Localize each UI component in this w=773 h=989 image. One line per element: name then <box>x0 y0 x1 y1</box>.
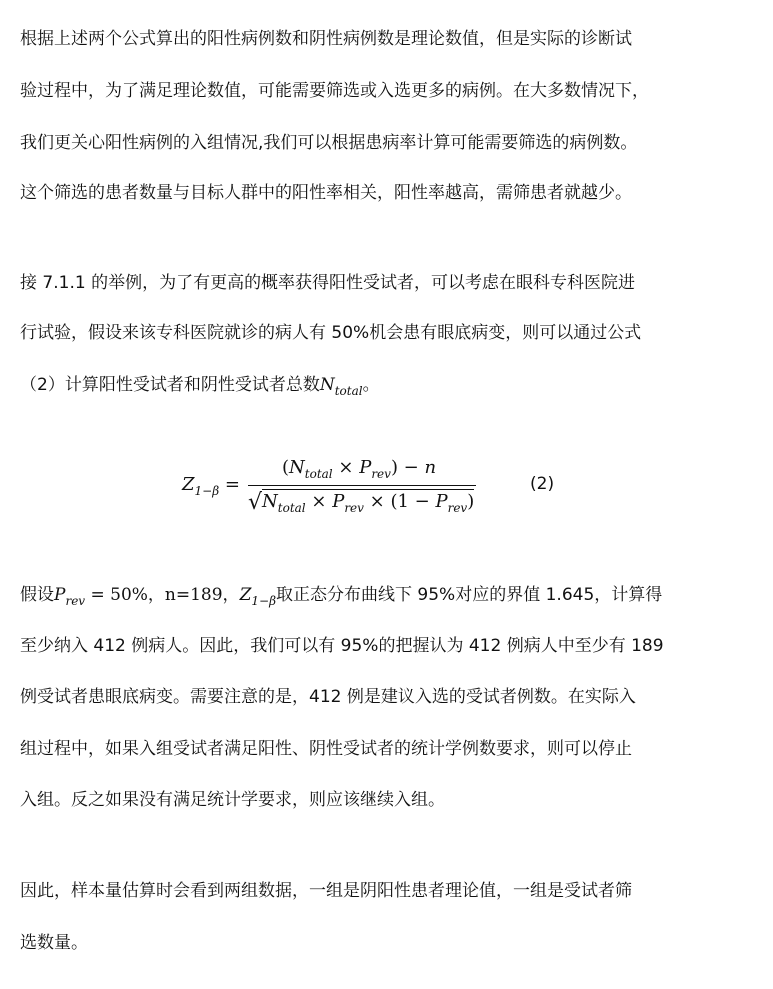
paragraph-3-line-3: 例受试者患眼底病变。需要注意的是，412 例是建议入选的受试者例数。在实际入 <box>20 687 636 707</box>
formula-denominator: $√N_{total} \times P_{rev} \times (1 - P_{rev})$ <box>248 490 475 515</box>
n-total-variable: N <box>319 375 335 395</box>
z-variable: Z <box>239 585 252 605</box>
paragraph-2-line-2: 行试验，假设来该专科医院就诊的病人有 50%机会患有眼底病变，则可以通过公式 <box>20 323 642 343</box>
formula-2 <box>182 455 582 525</box>
paragraph-1-line-2: 验过程中，为了满足理论数值，可能需要筛选或入选更多的病例。在大多数情况下， <box>20 81 649 101</box>
fraction-bar <box>248 485 476 486</box>
paragraph-2-line-3 <box>20 374 380 402</box>
p3-l1-mid: = 50%，n=189， <box>85 585 240 605</box>
paragraph-2-line-3-end: 。 <box>362 375 380 395</box>
p3-l1-pre: 假设 <box>20 585 54 605</box>
paragraph-4-line-2: 选数量。 <box>20 933 88 953</box>
equation-number: (2) <box>530 474 555 494</box>
paragraph-3-line-4: 组过程中，如果入组受试者满足阳性、阴性受试者的统计学例数要求，则可以停止 <box>20 739 632 759</box>
p3-l1-post: 取正态分布曲线下 95%对应的界值 1.645，计算得 <box>276 585 663 605</box>
z-subscript: 1−β <box>251 594 277 608</box>
paragraph-4-line-1: 因此，样本量估算时会看到两组数据，一组是阴阳性患者理论值，一组是受试者筛 <box>20 881 632 901</box>
paragraph-1-line-3: 我们更关心阳性病例的入组情况,我们可以根据患病率计算可能需要筛选的病例数。 <box>20 133 638 153</box>
paragraph-3-line-2: 至少纳入 412 例病人。因此，我们可以有 95%的把握认为 412 例病人中至少有 189 <box>20 636 664 656</box>
paragraph-1-line-4: 这个筛选的患者数量与目标人群中的阳性率相关，阳性率越高，需筛患者就越少。 <box>20 183 632 203</box>
paragraph-2-line-3-text: （2）计算阳性受试者和阴性受试者总数 <box>20 375 320 395</box>
formula-lhs <box>182 474 240 498</box>
sqrt-icon: √ <box>248 490 263 515</box>
formula-equals: = <box>224 474 240 495</box>
formula-numerator: $(N_{total} \times P_{rev}) - n$ <box>282 457 437 481</box>
paragraph-3-line-1 <box>20 584 662 612</box>
paragraph-3-line-5: 入组。反之如果没有满足统计学要求，则应该继续入组。 <box>20 790 445 810</box>
formula-z-variable: Z <box>182 474 195 495</box>
paragraph-2-line-1: 接 7.1.1 的举例，为了有更高的概率获得阳性受试者，可以考虑在眼科专科医院进 <box>20 273 636 293</box>
p-rev-subscript: rev <box>65 594 86 608</box>
formula-z-subscript: 1−β <box>194 484 220 498</box>
paragraph-1-line-1: 根据上述两个公式算出的阳性病例数和阴性病例数是理论数值，但是实际的诊断试 <box>20 29 632 49</box>
p-rev-variable: P <box>54 585 66 605</box>
n-total-subscript: total <box>334 384 363 398</box>
